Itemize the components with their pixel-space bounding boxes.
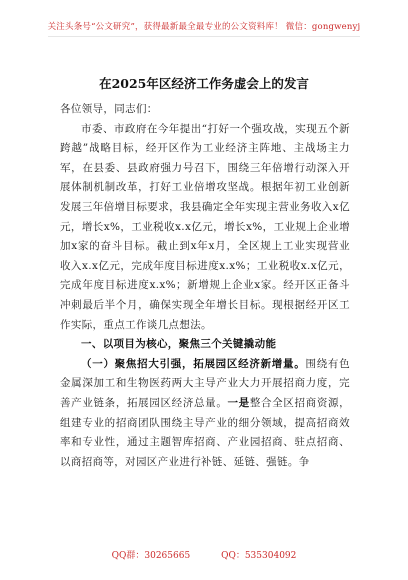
subsection-text-b: 整合全区招商资源，组建专业的招商团队围绕主导产业的细分领域，提高招商效率和专业性，通过主题智库招商、产业园招商、驻点招商、以商招商等，对园区产业进行补链、延链、强链。争	[60, 396, 351, 468]
header-divider	[48, 36, 360, 37]
footer-contacts	[0, 548, 408, 561]
footer-qq-group: QQ群：30265665	[111, 551, 191, 561]
subsection-heading-1: （一）聚焦招大引强，拓展园区经济新增量。	[81, 357, 306, 370]
document-title: 在2025年区经济工作务虚会上的发言	[99, 76, 309, 91]
subsection-ordinal-1: 一是	[227, 396, 250, 409]
header-banner: 关注头条号“公文研究”，获得最新最全最专业的公文资料库！ 微信：gongwenyj	[47, 22, 361, 32]
section-heading-1: 一、以项目为核心，聚焦三个关键撬动能	[81, 338, 277, 351]
subsection-text-a: 围绕有色金属深加工和生物医药两大主导产业大力开展招商力度，完善产业链条，拓展园区经济总量。	[60, 357, 351, 409]
paragraph-subsection-1	[60, 355, 350, 473]
footer-qq: QQ：535304092	[221, 551, 297, 561]
paragraph-intro: 市委、市政府在今年提出“打好一个强攻战，实现五个新跨越”战略目标，经开区作为工业经济主阵地、主战场主力军，在县委、县政府强力号召下，围绕三年倍增行动深入开展体制机制改革，打好工业倍增攻坚战。根据年初工业创新发展三年倍增目标要求，我县确定全年实现主营业务收入x亿元，增长x%，工业税收x.x亿元，增长x%，工业规上企业增加x家的奋斗目标。截止到x年x月，全区规上工业实现营业收入x.x亿元，完成年度目标进度x.x%；工业税收x.x亿元，完成年度目标进度x.x%；新增规上企业x家。经开区正备斗冲刺最后半个月，确保实现全年增长目标。现根据经开区工作实际，重点工作谈几点想法。	[60, 122, 350, 331]
salutation: 各位领导，同志们：	[60, 103, 158, 115]
document-body	[60, 100, 350, 472]
